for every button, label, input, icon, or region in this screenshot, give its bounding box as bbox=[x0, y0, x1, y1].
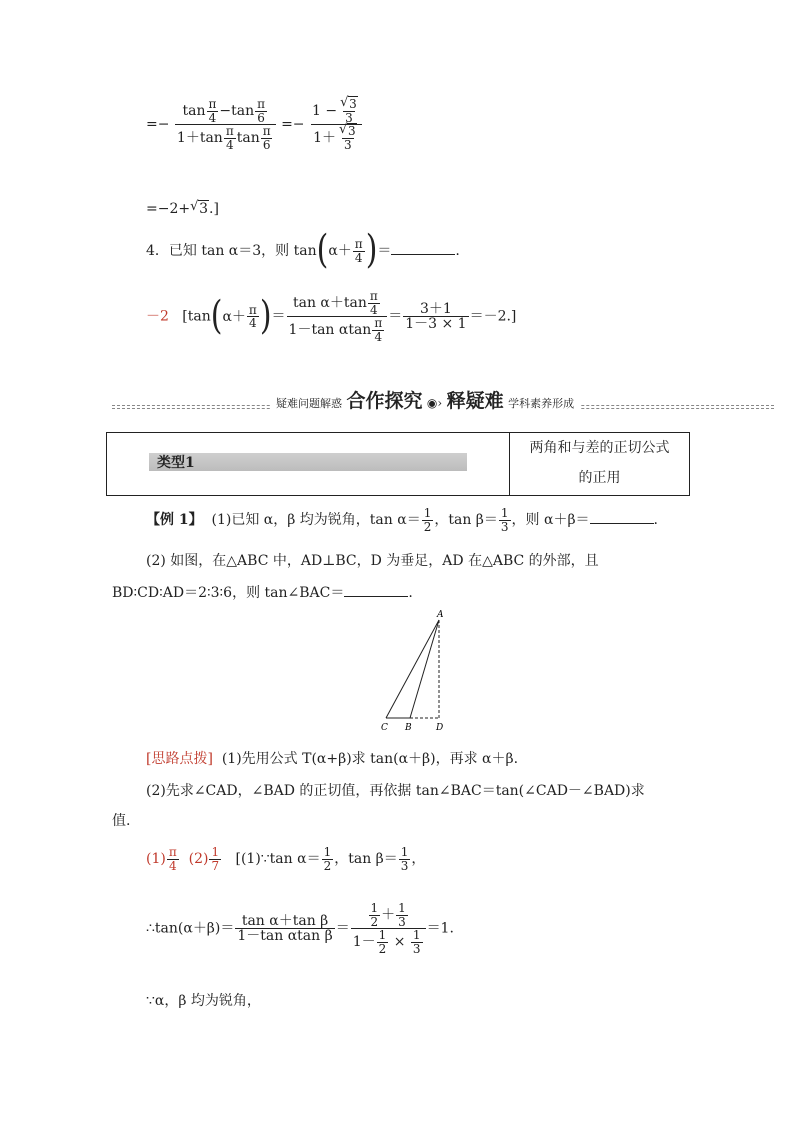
figure-label-d: D bbox=[436, 723, 444, 733]
calc1-eq: =− bbox=[281, 116, 305, 133]
type-title-line2: 的正用 bbox=[578, 470, 621, 486]
solution-answer-1: (1) $\frac{\pi}{4}$ bbox=[146, 845, 177, 873]
example-1-part1: 【例 1】 (1)已知 α，β 均为锐角，tan α＝ $\frac{1}{2}$ ，tan β＝ $\frac{1}{3}$ ，则 α＋β＝ . bbox=[146, 506, 658, 534]
type-box bbox=[106, 432, 690, 496]
banner-left: 疑难问题解惑 bbox=[276, 397, 342, 410]
q4-prefix: 4．已知 tan α＝3，则 tan bbox=[146, 243, 317, 259]
ans4-frac2: $\frac{3+1}{1-3 \times 1}$ bbox=[405, 300, 467, 333]
solution-line3: ∵α，β 均为锐角， bbox=[146, 993, 261, 1009]
hint-label: [思路点拨] bbox=[146, 751, 213, 767]
calc1-neg: =− bbox=[146, 116, 170, 133]
q4-eq: ＝ bbox=[377, 243, 392, 259]
hint-line1: [思路点拨] (1)先用公式 T(α+β)求 tan(α＋β)，再求 α＋β. bbox=[146, 751, 519, 767]
example-1-part2-line2: BD∶CD∶AD＝2∶3∶6，则 tan∠BAC＝ . bbox=[112, 582, 413, 602]
type-title bbox=[510, 433, 689, 493]
hint-line2: (2)先求∠CAD，∠BAD 的正切值，再依据 tan∠BAC＝tan(∠CAD－∠BAD)求 bbox=[146, 783, 645, 799]
calc1-line bbox=[146, 98, 364, 151]
q4-end: . bbox=[455, 243, 460, 259]
question-4: 4．已知 tan α＝3，则 tan(α＋ $\frac{\pi}{4}$ )＝ . bbox=[146, 227, 460, 274]
example-blank-1 bbox=[590, 509, 654, 524]
answer-4: －2 [tan(α＋ $\frac{\pi}{4}$ )＝ tan α＋tan $\frac{\pi}{4}$ 1－tan αtan $\frac{\pi}{4}$ ＝ $\frac{3+1}{1-3 \times 1}$ ＝－2.] bbox=[146, 289, 517, 344]
figure-label-a: A bbox=[437, 610, 444, 620]
solution-answer-2: (2) $\frac{1}{7}$ bbox=[188, 845, 220, 873]
q4-blank bbox=[391, 240, 455, 255]
solution-line1: (1) $\frac{\pi}{4}$ (2) $\frac{1}{7}$ [(1)∵tan α＝ $\frac{1}{2}$ ，tan β＝ $\frac{1}{3}$ ， bbox=[146, 845, 426, 873]
solution-line2: ∴tan(α＋β)＝ $\frac{\text{tan α＋tan β}}{\text{1－tan αtan β}}$ ＝ $\frac{1}{2}$ ＋ $\frac{1}{3}$ 1－ $\frac{1}{2}$ × $\frac{1}{3}$ ＝1. bbox=[146, 901, 454, 956]
banner-main1: 合作探究 bbox=[346, 390, 423, 412]
type-tag: 类型1 bbox=[157, 455, 195, 471]
calc1-result: =−2+√ 3.] bbox=[146, 201, 219, 217]
calc1-frac1: tan $\frac{\pi}{4}$ −tan $\frac{\pi}{6}$ 1＋tan $\frac{\pi}{4}$ tan $\frac{\pi}{6}$ bbox=[175, 98, 276, 151]
example-label: 【例 1】 bbox=[146, 512, 203, 529]
type-title-line1: 两角和与差的正切公式 bbox=[529, 440, 670, 456]
section-banner bbox=[112, 388, 774, 410]
solution-frac1: $\frac{\text{tan α＋tan β}}{\text{1－tan αtan β}}$ bbox=[237, 912, 333, 945]
banner-arrow-icon: ◉› bbox=[426, 396, 443, 410]
example-1-part2-line1: (2) 如图，在△ABC 中，AD⊥BC，D 为垂足，AD 在△ABC 的外部，且 bbox=[146, 553, 599, 569]
solution-frac2: $\frac{1}{2}$ ＋ $\frac{1}{3}$ 1－ $\frac{1}{2}$ × $\frac{1}{3}$ bbox=[351, 902, 426, 955]
ans4-frac: tan α＋tan $\frac{\pi}{4}$ 1－tan αtan $\frac{\pi}{4}$ bbox=[287, 290, 388, 343]
banner-right: 学科素养形成 bbox=[508, 397, 575, 410]
example-blank-2 bbox=[344, 582, 408, 597]
calc1-frac2: 1 − √ $\frac{3}{3}$ 1＋ √ $\frac{3}{3}$ bbox=[310, 98, 363, 151]
figure-label-b: B bbox=[405, 723, 412, 733]
type-bar bbox=[149, 453, 467, 471]
ans4-result: ＝－2.] bbox=[469, 308, 517, 325]
figure-label-c: C bbox=[381, 723, 388, 733]
banner-main2: 释疑难 bbox=[446, 390, 504, 412]
triangle-figure bbox=[372, 608, 462, 736]
answer-4-value: －2 bbox=[146, 308, 169, 325]
hint-line3: 值. bbox=[112, 813, 131, 829]
ans4-open: [tan bbox=[182, 308, 211, 325]
